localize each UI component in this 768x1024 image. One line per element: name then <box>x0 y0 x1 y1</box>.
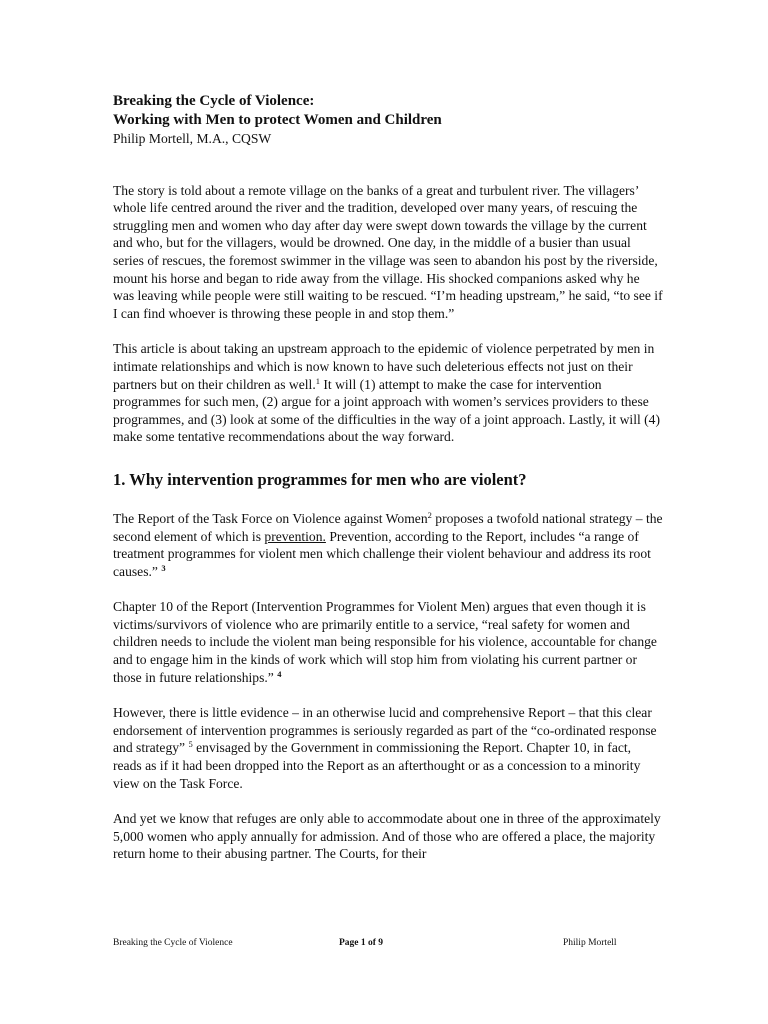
footnote-ref[interactable]: 5 <box>188 739 193 750</box>
underlined-term: prevention. <box>264 528 326 544</box>
paragraph-text: The Report of the Task Force on Violence against Women <box>113 510 428 526</box>
section-heading: 1. Why intervention programmes for men who are violent? <box>113 469 527 489</box>
document-author: Philip Mortell, M.A., CQSW <box>113 131 272 146</box>
paragraph-chapter-10 <box>113 598 663 686</box>
paragraph-text: However, there is little evidence – in an otherwise lucid and comprehensive Report – that this clear endorsement of intervention programmes is seriously regarded as part of the “co-ordinated response and strategy” <box>113 705 657 756</box>
footnote-ref[interactable]: 2 <box>427 509 432 520</box>
paragraph-text: It will (1) attempt to make the case for intervention programmes for such men, (2) argue for a joint approach with women’s services providers to these programmes, and (3) look at some of the difficulties in the way of a joint approach. Lastly, it will (4) make some tentative recommendations about the way forward. <box>113 376 661 445</box>
paragraph-text: This article is about taking an upstream approach to the epidemic of violence perpetrated by men in intimate relationships and which is now known to have such deleterious effects not just on their partners but on their children as well. <box>113 341 655 392</box>
paragraph-evidence <box>113 704 663 792</box>
footer-author: Philip Mortell <box>563 938 617 948</box>
paragraph-text: Chapter 10 of the Report (Intervention Programmes for Violent Men) argues that even though it is victims/survivors of violence who are primarily entitle to a service, “real safety for women and children needs to include the violent man being responsible for his violence, accountable for change and to engage him in the kinds of work which will stop him from violating his current partner or those in future relationships.” <box>113 599 657 685</box>
document-title: Breaking the Cycle of Violence: <box>113 93 315 109</box>
footnote-ref[interactable]: 1 <box>315 375 320 386</box>
paragraph-text: Prevention, according to the Report, includes “a range of treatment programmes for violent men which challenge their violent behaviour and address its root causes.” <box>113 528 651 579</box>
paragraph-article-intro <box>113 340 663 446</box>
footnote-ref[interactable]: 4 <box>277 668 282 679</box>
footer-title: Breaking the Cycle of Violence <box>113 938 233 948</box>
paragraph-task-force <box>113 510 663 580</box>
document-body <box>113 92 663 863</box>
paragraph-story: The story is told about a remote village on the banks of a great and turbulent river. The villagers’ whole life centred around the river and the tradition, developed over many years, of rescuing the struggling men and women who day after day were swept down towards the village by the current and who, but for the villagers, would be drowned. One day, in the middle of a busier than usual series of rescues, the foremost swimmer in the village was seen to abandon his post by the riverside, mount his horse and began to ride away from the village. His shocked companions asked why he was leaving while people were still waiting to be rescued. “I’m heading upstream,” he said, “to see if I can find whoever is throwing these people in and stop them.” <box>113 182 663 321</box>
paragraph-refuges: And yet we know that refuges are only able to accommodate about one in three of the approximately 5,000 women who apply annually for admission. And of those who are offered a place, the majority return home to their abusing partner. The Courts, for their <box>113 811 661 862</box>
document-subtitle: Working with Men to protect Women and Children <box>113 112 442 128</box>
footnote-ref[interactable]: 3 <box>161 562 166 573</box>
paragraph-text: envisaged by the Government in commissioning the Report. Chapter 10, in fact, reads as if it had been dropped into the Report as an afterthought or as a concession to a minority view on the Task Force. <box>113 740 641 791</box>
paragraph-text: proposes a twofold national strategy – the second element of which is <box>113 510 663 544</box>
footer-page-number: Page 1 of 9 <box>339 938 384 948</box>
